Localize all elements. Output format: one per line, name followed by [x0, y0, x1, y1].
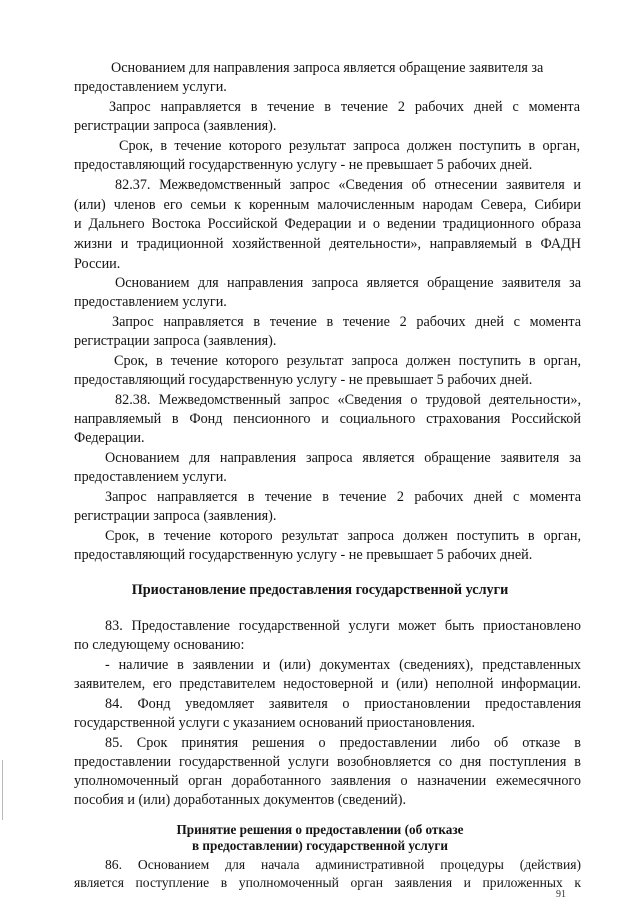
paragraph-line: по следующему основанию:: [74, 637, 245, 653]
paragraph-line: регистрации запроса (заявления).: [74, 333, 277, 349]
section-heading: Принятие решения о предоставлении (об отказе: [176, 822, 464, 837]
paragraph-line: предоставляющий государственную услугу - не превышает 5 рабочих дней.: [74, 157, 533, 173]
paragraph-line: - наличие в заявлении и (или) документах (сведениях), представленных: [105, 657, 581, 673]
paragraph-line: и Дальнего Востока Российской Федерации и о ведении традиционного образа: [74, 216, 581, 232]
paragraph-line: регистрации запроса (заявления).: [74, 508, 277, 524]
paragraph-line: государственной услуги с указанием оснований приостановления.: [74, 715, 476, 731]
paragraph-line: Основанием для направления запроса является обращение заявителя за: [115, 275, 581, 291]
paragraph-line: 82.37. Межведомственный запрос «Сведения об отнесении заявителя и: [115, 177, 581, 193]
paragraph-line: заявителем, его представителем недостоверной и (или) неполной информации.: [74, 676, 581, 692]
paragraph-line: (или) членов его семьи к коренным малочисленным народам Севера, Сибири: [74, 197, 581, 213]
paragraph-line: жизни и традиционной хозяйственной деятельности», направляемый в ФАДН: [74, 236, 581, 252]
paragraph-line: 82.38. Межведомственный запрос «Сведения о трудовой деятельности»,: [115, 392, 581, 408]
paragraph-line: Федерации.: [74, 430, 145, 446]
paragraph-line: предоставляющий государственную услугу - не превышает 5 рабочих дней.: [74, 372, 533, 388]
paragraph-line: России.: [74, 256, 121, 272]
paragraph-line: Основанием для направления запроса является обращение заявителя за: [111, 60, 544, 76]
paragraph-line: 84. Фонд уведомляет заявителя о приостановлении предоставления: [105, 696, 581, 712]
section-heading: в предоставлении) государственной услуги: [192, 838, 448, 853]
paragraph-line: Запрос направляется в течение в течение 2 рабочих дней с момента: [112, 314, 581, 330]
paragraph-line: Запрос направляется в течение в течение 2 рабочих дней с момента: [105, 489, 581, 505]
paragraph-line: Основанием для направления запроса является обращение заявителя за: [105, 450, 581, 466]
paragraph-line: предоставлением услуги.: [74, 79, 227, 95]
page-number: 91: [556, 889, 566, 900]
paragraph-line: Срок, в течение которого результат запроса должен поступить в орган,: [119, 138, 580, 154]
paragraph-line: Срок, в течение которого результат запроса должен поступить в орган,: [114, 353, 581, 369]
paragraph-line: регистрации запроса (заявления).: [74, 118, 277, 134]
paragraph-line: направляемый в Фонд пенсионного и социального страхования Российской: [74, 411, 581, 427]
paragraph-line: Срок, в течение которого результат запроса должен поступить в орган,: [105, 528, 581, 544]
paragraph-line: является поступление в уполномоченный орган заявления и приложенных к: [74, 875, 581, 890]
paragraph-line: предоставляющий государственную услугу - не превышает 5 рабочих дней.: [74, 547, 533, 563]
paragraph-line: пособия и (или) доработанных документов (сведений).: [74, 792, 407, 808]
paragraph-line: предоставлением услуги.: [74, 294, 227, 310]
paragraph-line: предоставлении государственной услуги возобновляется со дня поступления в: [74, 754, 581, 770]
section-heading: Приостановление предоставления государственной услуги: [131, 582, 509, 598]
paragraph-line: предоставлением услуги.: [74, 469, 227, 485]
paragraph-line: Запрос направляется в течение в течение 2 рабочих дней с момента: [109, 99, 580, 115]
paragraph-line: 86. Основанием для начала административной процедуры (действия): [105, 857, 581, 872]
scan-edge-mark: [2, 760, 3, 820]
paragraph-line: уполномоченный орган доработанного заявления о назначении ежемесячного: [74, 773, 581, 789]
paragraph-line: 83. Предоставление государственной услуги может быть приостановлено: [105, 618, 581, 634]
paragraph-line: 85. Срок принятия решения о предоставлении либо об отказе в: [105, 735, 581, 751]
